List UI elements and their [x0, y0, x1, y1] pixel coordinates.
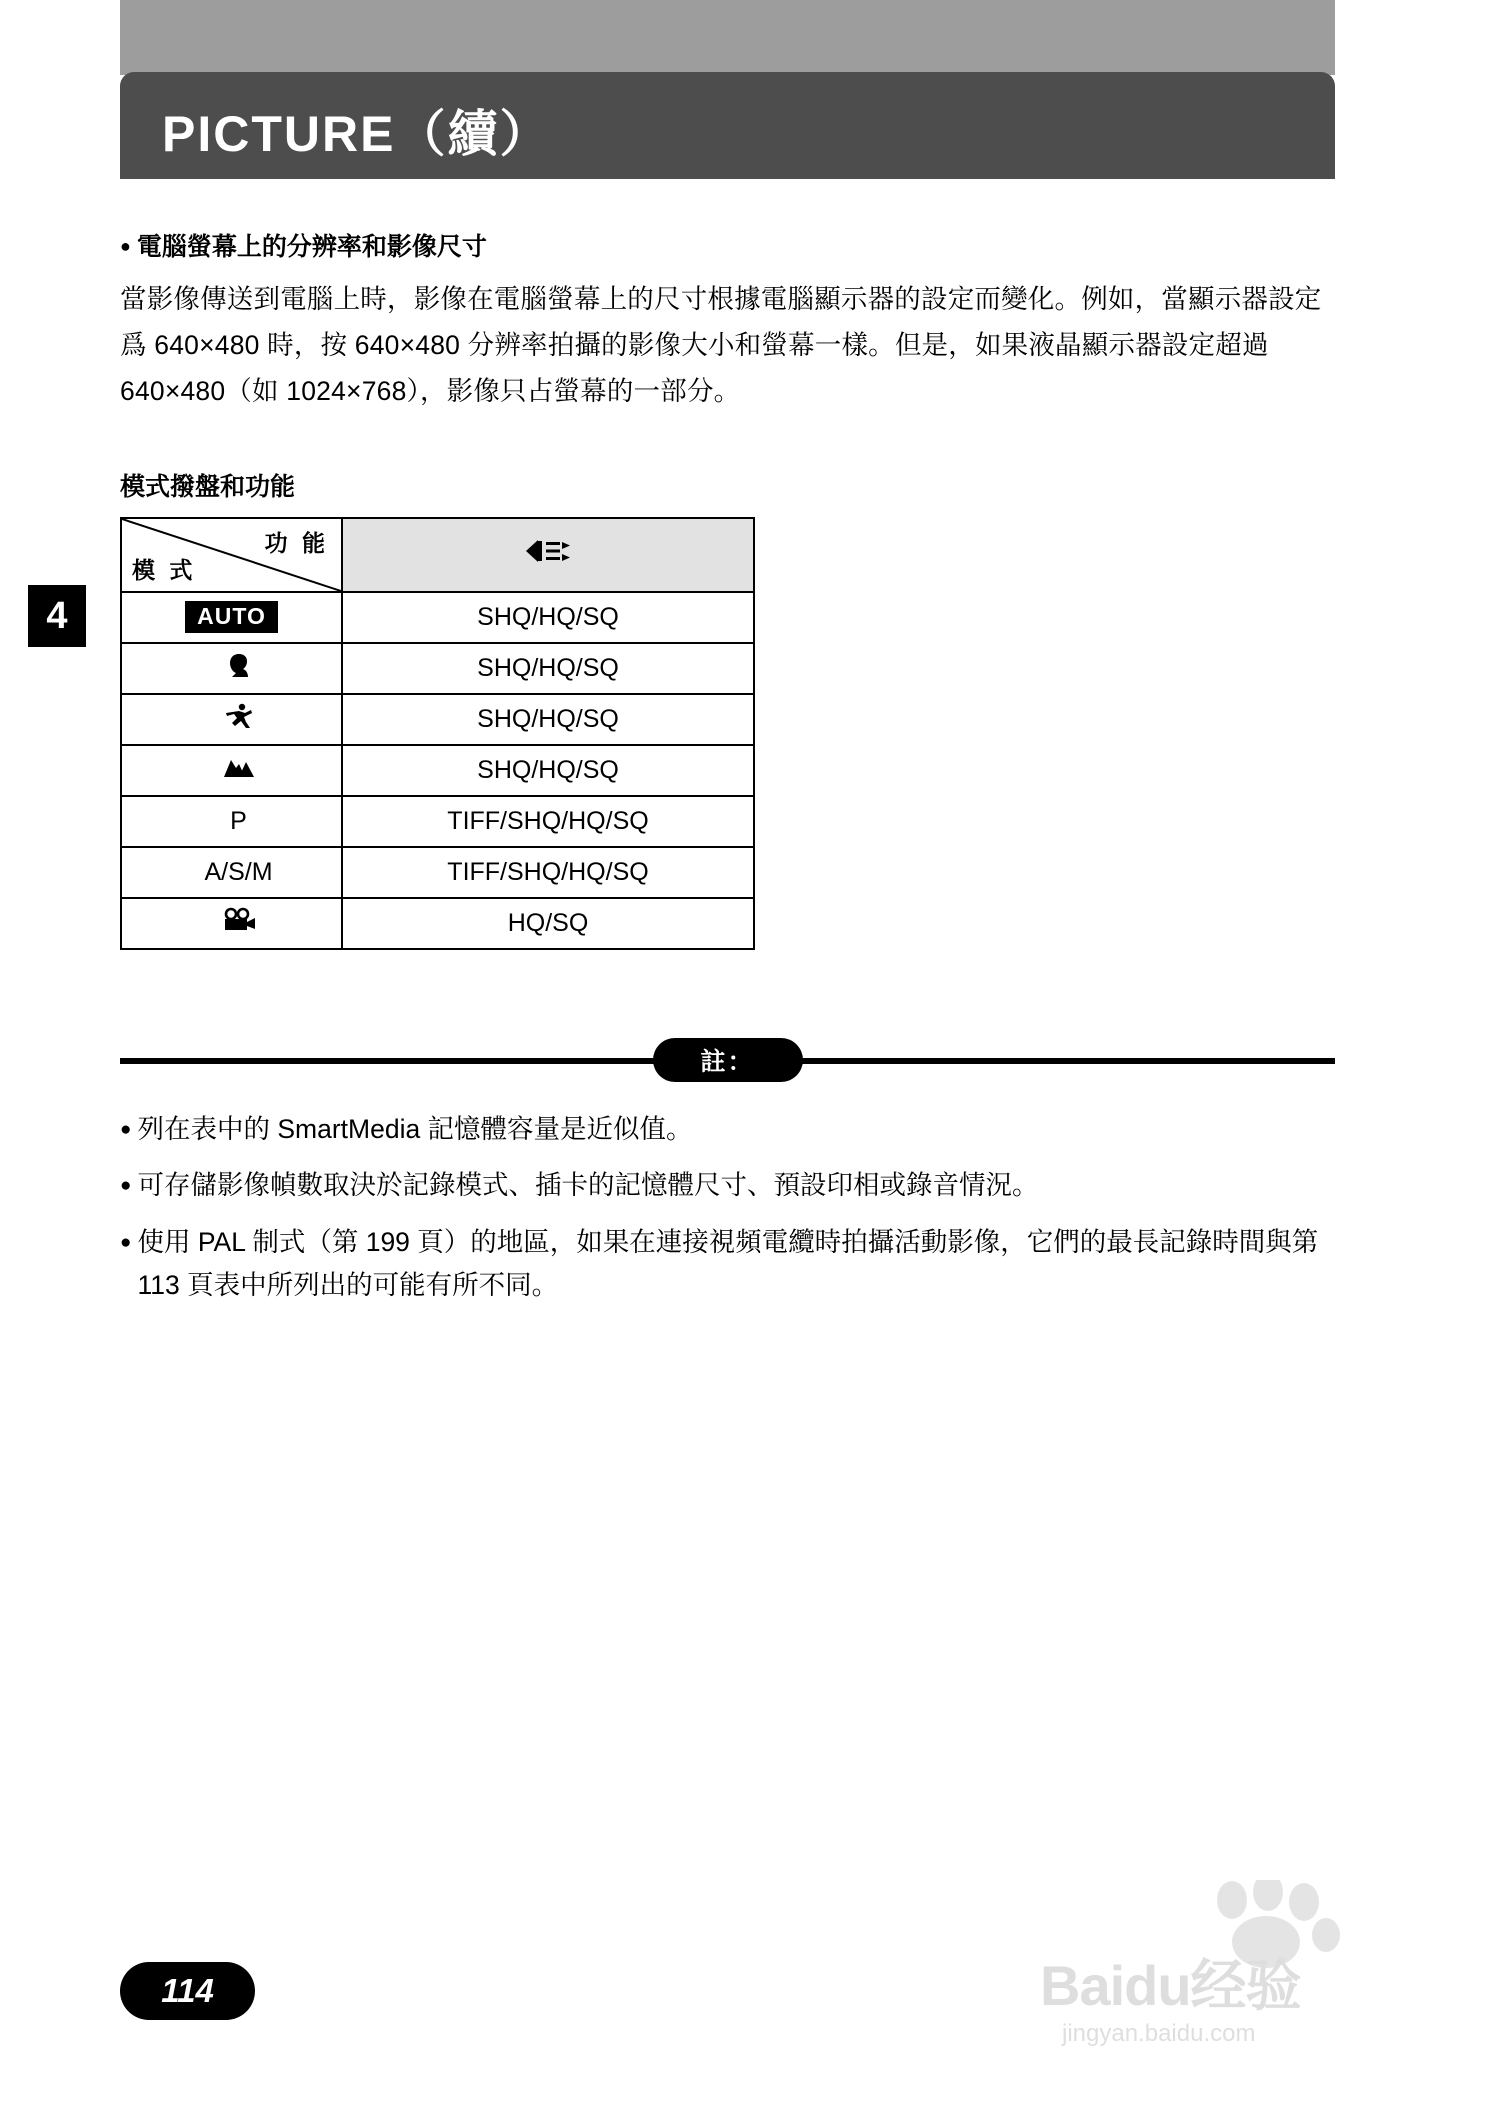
- watermark-sub-text: jingyan.baidu.com: [1062, 2020, 1256, 2047]
- list-item: [120, 1221, 1335, 1307]
- bullet-dot-icon: ●: [120, 236, 131, 256]
- table-cell-mode: [121, 592, 342, 643]
- watermark-main-text: Baidu经验: [1040, 1954, 1301, 2017]
- table-header-mode-label: 模 式: [132, 556, 197, 583]
- table-row: [121, 745, 754, 796]
- section-paragraph: 當影像傳送到電腦上時，影像在電腦螢幕上的尺寸根據電腦顯示器的設定而變化。例如，當顯示器設定爲 640×480 時，按 640×480 分辨率拍攝的影像大小和螢幕一樣。但是，如果液晶顯示器設定超過 640×480（如 1024×768），影像只占螢幕的一部分。: [120, 284, 1322, 406]
- top-grey-band: [120, 0, 1335, 75]
- page-number: 114: [120, 1962, 255, 2020]
- sports-icon-svg: [223, 702, 255, 730]
- movie-icon: [222, 909, 256, 939]
- note-text: 列在表中的 SmartMedia 記憶體容量是近似值。: [137, 1113, 693, 1144]
- table-row: [121, 847, 754, 898]
- table-header-mode-function-cell: [121, 518, 342, 592]
- table-cell-mode: [121, 694, 342, 745]
- table-cell-mode: P: [121, 796, 342, 847]
- table-row: [121, 592, 754, 643]
- table-cell-value: SHQ/HQ/SQ: [342, 694, 754, 745]
- sports-icon: [223, 706, 255, 736]
- page-title: PICTURE（續）: [162, 106, 552, 162]
- table-cell-mode: [121, 745, 342, 796]
- list-item: [120, 1108, 1335, 1151]
- bullet-dot-icon: ●: [120, 1118, 132, 1140]
- table-row: [121, 643, 754, 694]
- table-cell-mode: [121, 898, 342, 949]
- table-cell-value: SHQ/HQ/SQ: [342, 643, 754, 694]
- paw-icon: [1196, 1880, 1346, 1970]
- table-header-row: [121, 518, 754, 592]
- section-bullet-heading: [120, 230, 1335, 265]
- quality-icon-svg: [522, 536, 574, 566]
- table-cell-value: TIFF/SHQ/HQ/SQ: [342, 796, 754, 847]
- page-content: [120, 230, 1335, 1321]
- notes-list: [120, 1108, 1335, 1308]
- table-sub-heading: 模式撥盤和功能: [120, 472, 296, 501]
- note-separator: [120, 1038, 1335, 1084]
- landscape-icon: [222, 756, 256, 786]
- table-header-quality-icon-cell: [342, 518, 754, 592]
- table-cell-mode: [121, 643, 342, 694]
- bullet-dot-icon: ●: [120, 1232, 132, 1254]
- table-cell-value: SHQ/HQ/SQ: [342, 592, 754, 643]
- movie-icon-svg: [222, 907, 256, 933]
- watermark: [1020, 1880, 1380, 2070]
- landscape-icon-svg: [222, 754, 256, 780]
- note-text: 使用 PAL 制式（第 199 頁）的地區，如果在連接視頻電纜時拍攝活動影像，它們的最長記錄時間與第 113 頁表中所列出的可能有所不同。: [137, 1227, 1319, 1301]
- table-row: [121, 796, 754, 847]
- portrait-icon-svg: [224, 651, 254, 679]
- note-text: 可存儲影像幀數取決於記錄模式、插卡的記憶體尺寸、預設印相或錄音情況。: [137, 1170, 1039, 1201]
- page-header-bar: [120, 72, 1335, 179]
- table-cell-value: SHQ/HQ/SQ: [342, 745, 754, 796]
- mode-dial-function-table: [120, 517, 755, 950]
- table-cell-value: HQ/SQ: [342, 898, 754, 949]
- table-cell-value: TIFF/SHQ/HQ/SQ: [342, 847, 754, 898]
- table-row: [121, 898, 754, 949]
- table-row: [121, 694, 754, 745]
- table-header-function-label: 功 能: [264, 529, 329, 556]
- auto-mode-badge: AUTO: [185, 601, 278, 633]
- chapter-tab: 4: [28, 585, 86, 647]
- portrait-icon: [224, 655, 254, 685]
- section-bullet-heading-text: 電腦螢幕上的分辨率和影像尺寸: [136, 233, 487, 261]
- bullet-dot-icon: ●: [120, 1175, 132, 1197]
- note-label-pill: 註：: [653, 1038, 803, 1082]
- table-cell-mode: A/S/M: [121, 847, 342, 898]
- list-item: [120, 1164, 1335, 1207]
- quality-icon: [522, 536, 574, 566]
